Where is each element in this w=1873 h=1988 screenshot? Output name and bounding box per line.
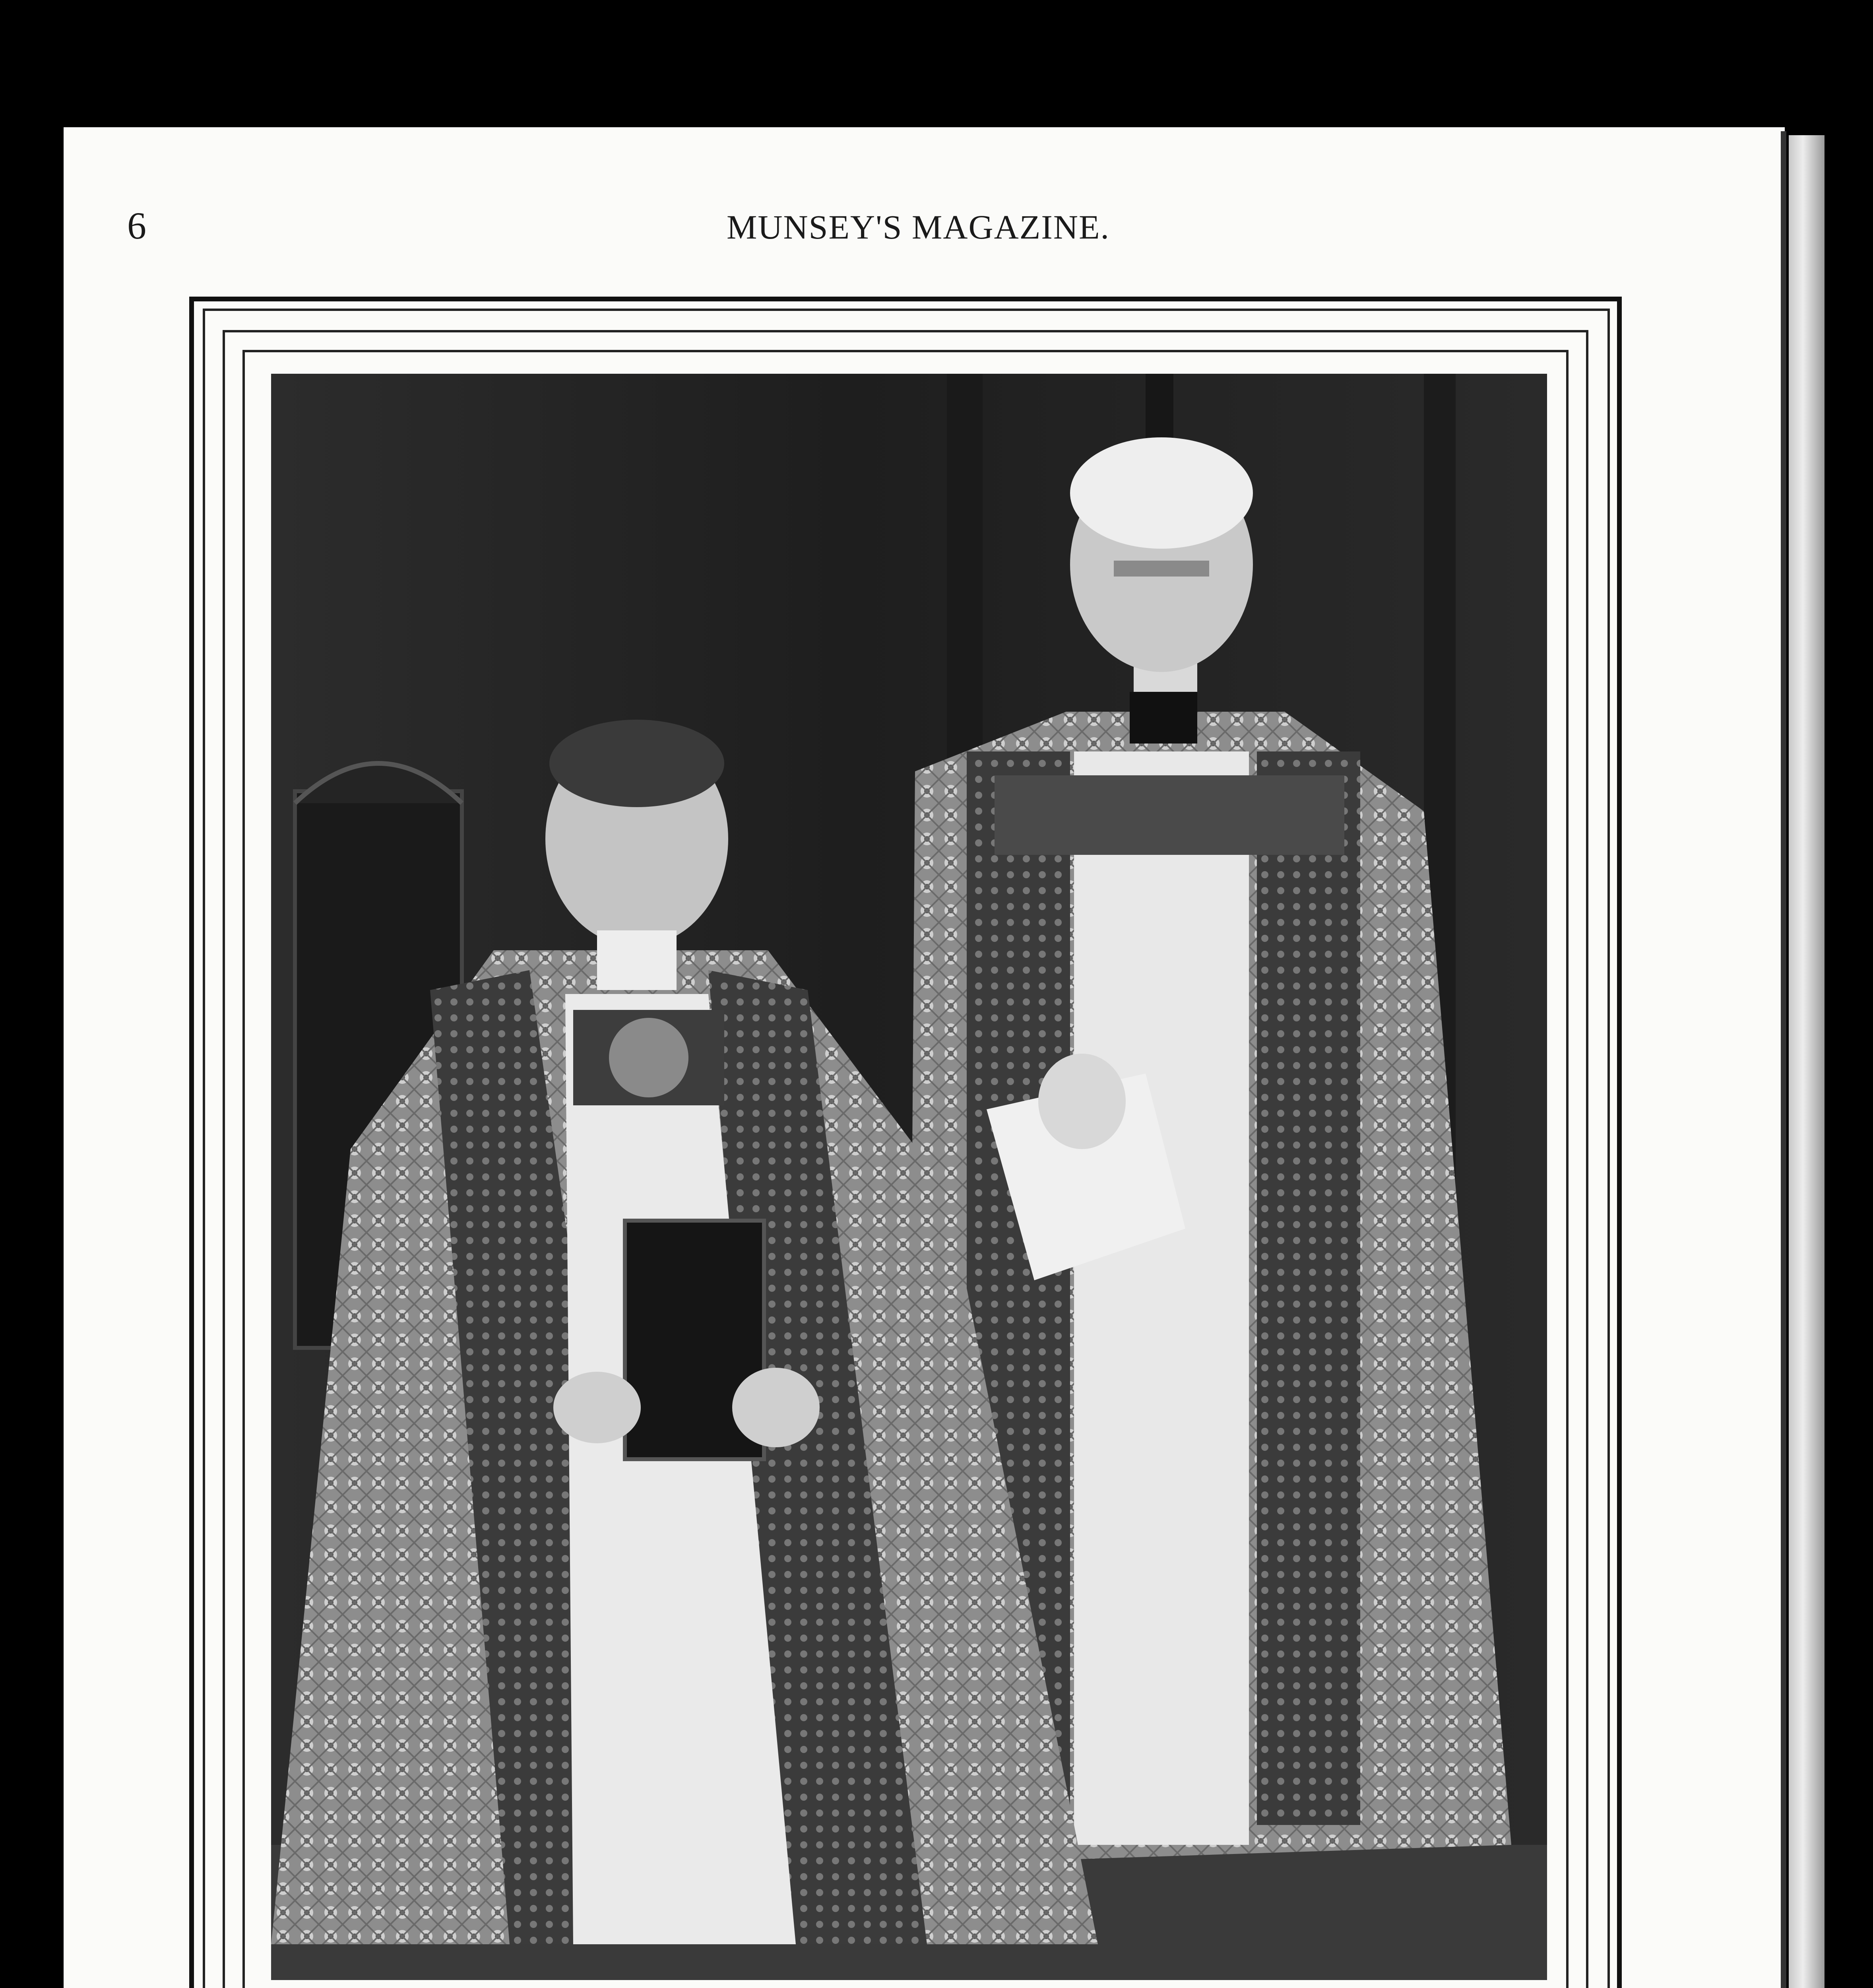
photograph-two-archbishops-icon	[271, 374, 1547, 1980]
page-number: 6	[127, 204, 146, 247]
photograph	[271, 374, 1547, 1980]
page-gutter-line	[1781, 131, 1786, 1988]
next-page-edge	[1789, 135, 1825, 1988]
running-head: MUNSEY'S MAGAZINE.	[726, 208, 1110, 246]
